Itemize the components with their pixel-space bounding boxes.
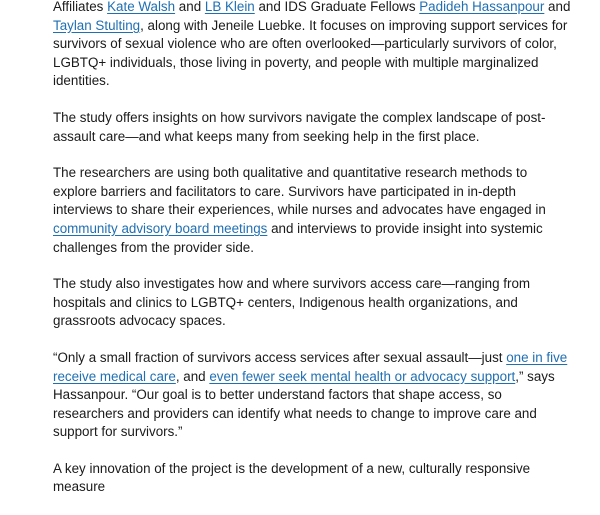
text: and bbox=[544, 0, 571, 14]
paragraph-methods bbox=[53, 164, 573, 257]
text: , and bbox=[175, 368, 210, 384]
text: The researchers are using both qualitative and quantitative research methods to explore barriers and facilitators to care. Survivors have participated in in-depth interviews to share their experiences, while nurses and advocates have engaged in bbox=[53, 165, 546, 218]
text: and bbox=[175, 0, 205, 14]
link-lb-klein[interactable]: LB Klein bbox=[204, 0, 255, 14]
paragraph-innovation: A key innovation of the project is the development of a new, culturally responsive measure bbox=[53, 460, 531, 495]
text: , along with Jeneile Luebke. It focuses on improving support services for survivors of sexual violence who are often overlooked—particularly survivors of color, LGBTQ+ individuals, those living in poverty, and people with multiple marginalized identities. bbox=[53, 17, 568, 89]
paragraph-study-insights: The study offers insights on how survivors navigate the complex landscape of post-assault care—and what keeps many from seeking help in the first place. bbox=[53, 109, 546, 144]
link-medical-care[interactable]: one in five receive medical care bbox=[53, 349, 568, 384]
text: Affiliates bbox=[53, 0, 108, 14]
text: ,” says Hassanpour. “Our goal is to better understand factors that shape access, so researchers and providers can identify what needs to change to improve care and support for survivors.” bbox=[53, 368, 555, 440]
link-mental-health-support[interactable]: even fewer seek mental health or advocacy support bbox=[209, 368, 516, 384]
paragraph-access-locations: The study also investigates how and where survivors access care—ranging from hospitals and clinics to LGBTQ+ centers, Indigenous health organizations, and grassroots advocacy spaces. bbox=[53, 276, 531, 329]
link-kate-walsh[interactable]: Kate Walsh bbox=[107, 0, 176, 14]
article-content bbox=[53, 0, 573, 515]
text: and interviews to provide insight into systemic challenges from the provider side. bbox=[53, 220, 543, 255]
text: and IDS Graduate Fellows bbox=[254, 0, 420, 14]
link-community-advisory-board[interactable]: community advisory board meetings bbox=[53, 220, 268, 236]
paragraph-researchers bbox=[53, 0, 573, 91]
paragraph-quote bbox=[53, 349, 573, 442]
text: “Only a small fraction of survivors access services after sexual assault—just bbox=[53, 349, 507, 365]
link-padideh-hassanpour[interactable]: Padideh Hassanpour bbox=[419, 0, 545, 14]
link-taylan-stulting[interactable]: Taylan Stulting bbox=[53, 17, 141, 33]
